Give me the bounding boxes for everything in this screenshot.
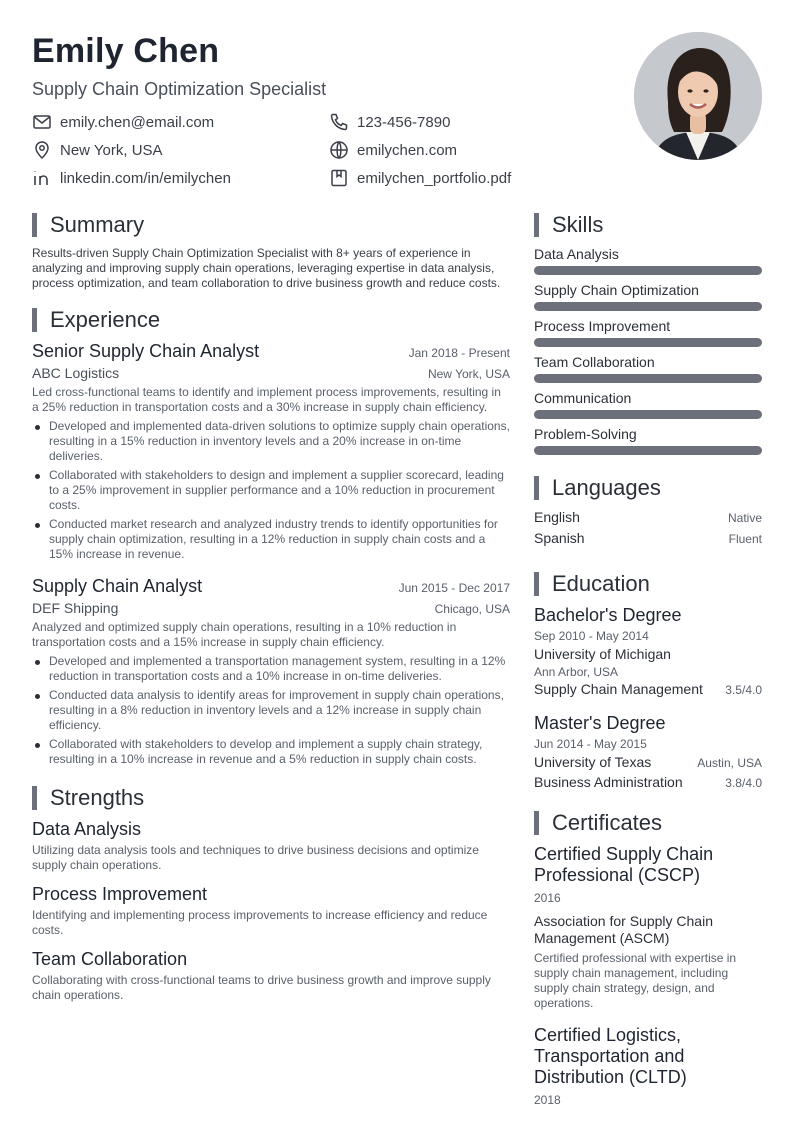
skill-name: Data Analysis: [534, 246, 619, 262]
bullet-item: Collaborated with stakeholders to design and implement a supplier scorecard, leading to a 25% improvement in supplier performance and a 10% reduction in procurement costs.: [32, 468, 510, 513]
skill-item: [534, 282, 762, 311]
cert-year: 2016: [534, 891, 561, 905]
edu-degree: Master's Degree: [534, 713, 666, 733]
section-title: Strengths: [50, 785, 145, 810]
document-icon: [329, 168, 349, 188]
contact-email[interactable]: [32, 112, 329, 132]
job-description: Analyzed and optimized supply chain operations, resulting in a 10% reduction in transportation costs and a 15% increase in supply chain efficiency.: [32, 620, 457, 649]
skill-name: Team Collaboration: [534, 354, 655, 370]
linkedin-text: linkedin.com/in/emilychen: [60, 169, 231, 187]
skill-item: [534, 426, 762, 455]
job-location: Chicago, USA: [434, 602, 510, 616]
education-heading: [534, 571, 762, 597]
certificate-entry: [534, 1025, 762, 1107]
profile-photo: [634, 32, 762, 160]
skill-name: Supply Chain Optimization: [534, 282, 699, 298]
job-description: Led cross-functional teams to identify and implement process improvements, resulting in a 25% reduction in transportation costs and a 30% increase in supply chain efficiency.: [32, 385, 501, 414]
languages-heading: [534, 475, 762, 501]
section-title: Experience: [50, 307, 161, 332]
strength-text: Utilizing data analysis tools and techniques to drive business decisions and optimize supply chain operations.: [32, 843, 479, 872]
certificate-entry: [534, 844, 762, 1011]
edu-field: Business Administration: [534, 774, 683, 790]
job-entry: [32, 341, 510, 562]
section-title: Skills: [552, 212, 604, 237]
section-accent-bar: [32, 308, 37, 332]
job-dates: Jun 2015 - Dec 2017: [398, 581, 510, 595]
skills-heading: [534, 212, 762, 238]
edu-field: Supply Chain Management: [534, 681, 703, 697]
portfolio-text: emilychen_portfolio.pdf: [357, 169, 512, 187]
skill-name: Communication: [534, 390, 632, 406]
skill-level-bar: [534, 338, 762, 347]
section-title: Languages: [552, 475, 661, 500]
bullet-item: Collaborated with stakeholders to develop and implement a supply chain strategy, resulting in a 10% increase in revenue and a 5% reduction in supply chain costs.: [32, 737, 510, 767]
language-level: Fluent: [728, 532, 762, 546]
experience-heading: [32, 307, 510, 333]
summary-heading: [32, 212, 510, 238]
globe-icon: [329, 140, 349, 160]
strength-text: Collaborating with cross-functional teams to drive business growth and improve supply chain operations.: [32, 973, 491, 1002]
education-entry: [534, 605, 762, 697]
section-accent-bar: [534, 476, 539, 500]
skill-item: [534, 318, 762, 347]
edu-gpa: 3.5/4.0: [725, 683, 762, 697]
email-text: emily.chen@email.com: [60, 113, 215, 131]
edu-location: Ann Arbor, USA: [534, 665, 619, 679]
bullet-item: Developed and implemented data-driven solutions to optimize supply chain operations, resulting in a 15% reduction in inventory levels and a 20% increase in on-time deliveries.: [32, 419, 510, 464]
section-accent-bar: [32, 213, 37, 237]
language-item: [534, 530, 762, 551]
skill-level-bar: [534, 302, 762, 311]
skill-item: [534, 390, 762, 419]
phone-icon: [329, 112, 349, 132]
bullet-item: Conducted market research and analyzed industry trends to identify opportunities for supply chain optimization, resulting in a 12% reduction in supply chain costs and a 15% increase in revenue.: [32, 517, 510, 562]
section-title: Summary: [50, 212, 145, 237]
contact-linkedin[interactable]: [32, 168, 329, 188]
language-name: English: [534, 509, 580, 525]
job-bullets: [32, 654, 510, 767]
candidate-role: Supply Chain Optimization Specialist: [32, 79, 327, 99]
contact-website[interactable]: [329, 140, 589, 160]
bullet-item: Developed and implemented a transportation management system, resulting in a 12% reduction in transportation costs and a 10% increase in on-time deliveries.: [32, 654, 510, 684]
job-bullets: [32, 419, 510, 562]
edu-dates: Sep 2010 - May 2014: [534, 629, 649, 643]
location-pin-icon: [32, 140, 52, 160]
education-entry: [534, 713, 762, 790]
strengths-heading: [32, 785, 510, 811]
section-title: Education: [552, 571, 650, 596]
edu-degree: Bachelor's Degree: [534, 605, 682, 625]
mail-icon: [32, 112, 52, 132]
contact-location: [32, 140, 329, 160]
edu-school: University of Texas: [534, 754, 652, 770]
language-name: Spanish: [534, 530, 585, 546]
strength-title: Process Improvement: [32, 884, 208, 904]
cert-title: Certified Logistics, Transportation and Distribution (CLTD): [534, 1025, 687, 1087]
linkedin-icon: [32, 168, 52, 188]
side-column: [534, 212, 762, 1119]
section-title: Certificates: [552, 810, 663, 835]
job-entry: [32, 576, 510, 767]
section-accent-bar: [534, 213, 539, 237]
skill-item: [534, 354, 762, 383]
contact-portfolio[interactable]: [329, 168, 589, 188]
job-company: ABC Logistics: [32, 365, 120, 381]
cert-description: Certified professional with expertise in supply chain management, including supply chain strategy, design, and operations.: [534, 951, 737, 1010]
cert-title: Certified Supply Chain Professional (CSCP): [534, 844, 714, 885]
portrait-image: [634, 32, 762, 160]
job-title: Senior Supply Chain Analyst: [32, 341, 260, 361]
skill-level-bar: [534, 446, 762, 455]
skills-list: [534, 246, 762, 455]
strength-entry: [32, 949, 510, 1003]
strength-title: Team Collaboration: [32, 949, 188, 969]
language-item: [534, 509, 762, 530]
cert-issuer: Association for Supply Chain Management (ASCM): [534, 913, 713, 946]
job-dates: Jan 2018 - Present: [408, 346, 510, 360]
contact-phone[interactable]: [329, 112, 589, 132]
strength-entry: [32, 884, 510, 938]
edu-location: Austin, USA: [697, 756, 762, 770]
job-location: New York, USA: [427, 367, 510, 381]
cert-year: 2018: [534, 1093, 561, 1107]
section-accent-bar: [534, 811, 539, 835]
website-text: emilychen.com: [357, 141, 458, 159]
phone-text: 123-456-7890: [357, 113, 451, 131]
edu-dates: Jun 2014 - May 2015: [534, 737, 647, 751]
strength-entry: [32, 819, 510, 873]
skill-level-bar: [534, 266, 762, 275]
strength-title: Data Analysis: [32, 819, 142, 839]
skill-item: [534, 246, 762, 275]
main-column: [32, 212, 510, 1014]
candidate-name: Emily Chen: [32, 32, 220, 70]
bullet-item: Conducted data analysis to identify areas for improvement in supply chain operations, resulting in a 8% reduction in inventory levels and a 12% increase in supply chain efficiency.: [32, 688, 510, 733]
edu-gpa: 3.8/4.0: [725, 776, 762, 790]
section-accent-bar: [32, 786, 37, 810]
summary-text: Results-driven Supply Chain Optimization Specialist with 8+ years of experience in analyzing and improving supply chain operations, leveraging expertise in data analysis, process optimization, and team collaboration to drive business growth and reduce costs.: [32, 246, 501, 290]
skill-level-bar: [534, 410, 762, 419]
language-level: Native: [727, 511, 762, 525]
certificates-heading: [534, 810, 762, 836]
location-text: New York, USA: [60, 141, 163, 159]
skill-name: Problem-Solving: [534, 426, 637, 442]
edu-school: University of Michigan: [534, 646, 671, 662]
skill-level-bar: [534, 374, 762, 383]
job-company: DEF Shipping: [32, 600, 119, 616]
strength-text: Identifying and implementing process improvements to increase efficiency and reduce costs.: [32, 908, 488, 937]
skill-name: Process Improvement: [534, 318, 671, 334]
job-title: Supply Chain Analyst: [32, 576, 203, 596]
section-accent-bar: [534, 572, 539, 596]
contact-list: [32, 112, 592, 188]
